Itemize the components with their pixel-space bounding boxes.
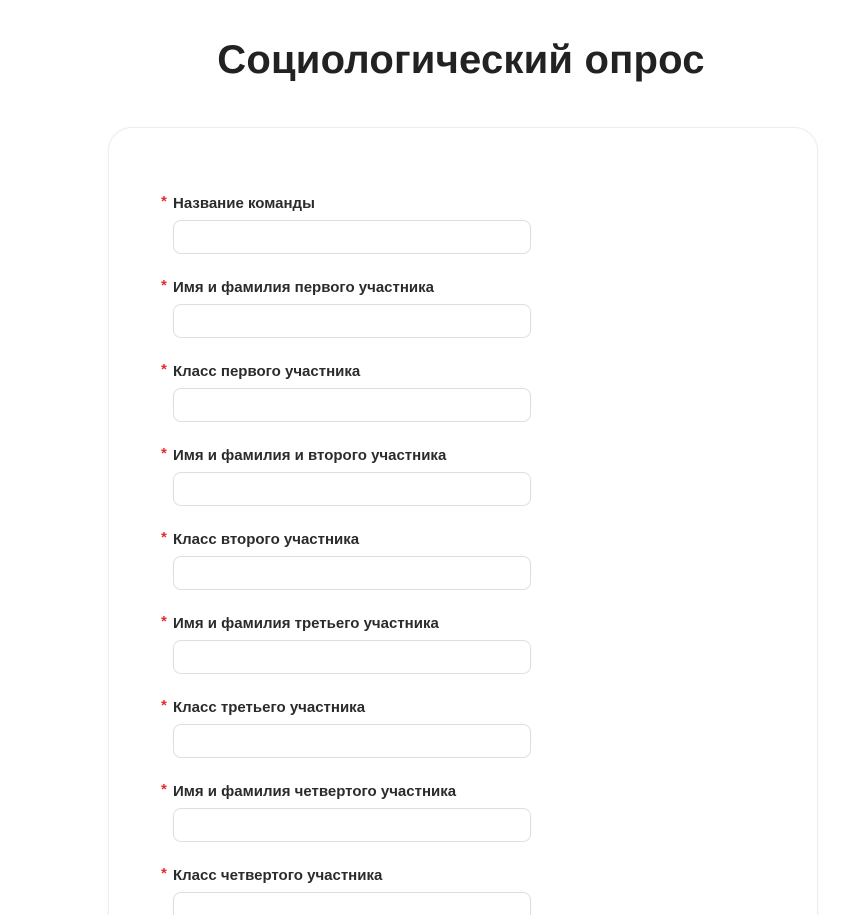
field-participant4-class [161, 865, 581, 915]
required-mark: * [161, 276, 167, 294]
field-label-text: Класс третьего участника [173, 698, 366, 716]
field-label [161, 529, 359, 549]
field-participant1-class [161, 361, 581, 445]
field-label-text: Имя и фамилия первого участника [173, 278, 434, 296]
required-mark: * [161, 864, 167, 882]
participant2-name-input[interactable] [173, 472, 531, 506]
participant3-class-input[interactable] [173, 724, 531, 758]
field-participant2-class [161, 529, 581, 613]
field-participant3-class [161, 697, 581, 781]
participant3-name-input[interactable] [173, 640, 531, 674]
team-name-input[interactable] [173, 220, 531, 254]
required-mark: * [161, 696, 167, 714]
field-label [161, 361, 360, 381]
page-title: Социологический опрос [217, 38, 705, 82]
field-label-text: Название команды [173, 194, 315, 212]
field-label-text: Класс второго участника [173, 530, 360, 548]
field-label [161, 697, 365, 717]
field-label [161, 193, 315, 213]
required-mark: * [161, 192, 167, 210]
field-participant3-name [161, 613, 581, 697]
field-participant2-name [161, 445, 581, 529]
field-label [161, 781, 456, 801]
participant4-name-input[interactable] [173, 808, 531, 842]
participant1-class-input[interactable] [173, 388, 531, 422]
participant4-class-input[interactable] [173, 892, 531, 915]
field-label-text: Класс первого участника [173, 362, 361, 380]
field-label [161, 445, 446, 465]
form-card [108, 127, 818, 915]
participant2-class-input[interactable] [173, 556, 531, 590]
required-mark: * [161, 444, 167, 462]
participant1-name-input[interactable] [173, 304, 531, 338]
field-label-text: Класс четвертого участника [173, 866, 383, 884]
field-label [161, 613, 439, 633]
required-mark: * [161, 780, 167, 798]
required-mark: * [161, 360, 167, 378]
required-mark: * [161, 612, 167, 630]
field-label-text: Имя и фамилия третьего участника [173, 614, 439, 632]
field-label-text: Имя и фамилия и второго участника [173, 446, 447, 464]
field-label-text: Имя и фамилия четвертого участника [173, 782, 457, 800]
field-label [161, 865, 382, 885]
field-participant1-name [161, 277, 581, 361]
field-team-name [161, 193, 581, 277]
field-label [161, 277, 434, 297]
field-participant4-name [161, 781, 581, 865]
required-mark: * [161, 528, 167, 546]
